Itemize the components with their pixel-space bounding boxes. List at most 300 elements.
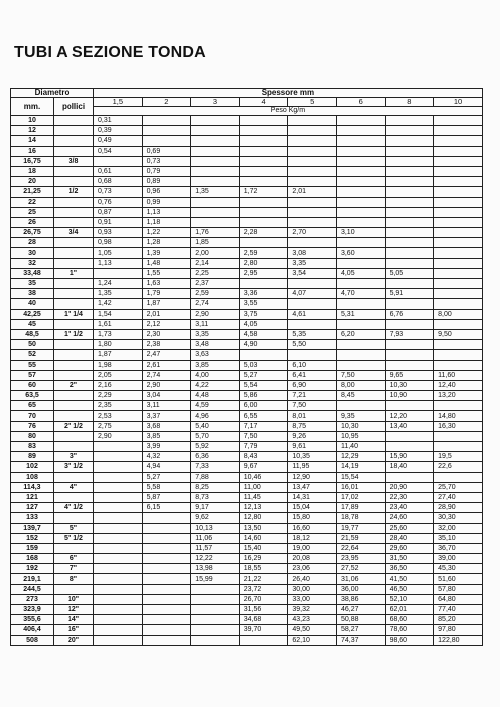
weight-cell: 11,06 — [191, 533, 240, 543]
weight-cell — [94, 482, 143, 492]
weight-cell — [434, 360, 483, 370]
table-row — [11, 635, 483, 645]
weight-cell — [434, 319, 483, 329]
weight-cell — [142, 523, 191, 533]
diameter-mm-cell: 25 — [11, 207, 54, 217]
weight-cell — [239, 279, 288, 289]
weight-cell: 3,75 — [239, 309, 288, 319]
weight-cell: 2,90 — [142, 380, 191, 390]
weight-cell: 43,23 — [288, 615, 337, 625]
weight-cell — [142, 635, 191, 645]
thickness-header: 4 — [239, 98, 288, 107]
table-row — [11, 380, 483, 390]
weight-cell: 13,98 — [191, 564, 240, 574]
weight-cell: 12,29 — [336, 452, 385, 462]
weight-cell — [288, 279, 337, 289]
weight-cell: 0,61 — [94, 166, 143, 176]
weight-cell: 8,73 — [191, 492, 240, 502]
weight-cell: 15,40 — [239, 543, 288, 553]
weight-cell: 16,60 — [288, 523, 337, 533]
page-title: TUBI A SEZIONE TONDA — [14, 44, 206, 61]
weight-cell — [191, 207, 240, 217]
weight-cell — [94, 615, 143, 625]
diameter-mm-cell: 38 — [11, 289, 54, 299]
weight-cell: 13,40 — [385, 421, 434, 431]
weight-cell: 64,80 — [434, 594, 483, 604]
diameter-inch-cell: 2" — [54, 380, 94, 390]
diameter-inch-cell — [54, 258, 94, 268]
peso-header: Peso Kg/m — [94, 107, 483, 116]
weight-cell — [434, 156, 483, 166]
diameter-inch-cell: 10" — [54, 594, 94, 604]
table-row — [11, 625, 483, 635]
weight-cell — [94, 594, 143, 604]
thickness-header: 10 — [434, 98, 483, 107]
weight-cell: 28,40 — [385, 533, 434, 543]
weight-cell — [385, 217, 434, 227]
weight-cell — [142, 554, 191, 564]
diameter-mm-cell: 89 — [11, 452, 54, 462]
weight-cell: 7,79 — [239, 442, 288, 452]
table-row — [11, 523, 483, 533]
weight-cell: 35,10 — [434, 533, 483, 543]
weight-cell: 6,20 — [336, 329, 385, 339]
diameter-inch-cell — [54, 299, 94, 309]
weight-cell: 4,05 — [239, 319, 288, 329]
weight-cell: 2,59 — [191, 289, 240, 299]
weight-cell: 16,01 — [336, 482, 385, 492]
weight-cell: 6,55 — [239, 411, 288, 421]
diameter-inch-cell — [54, 177, 94, 187]
weight-cell — [385, 472, 434, 482]
weight-cell — [434, 340, 483, 350]
table-row — [11, 452, 483, 462]
weight-cell — [191, 584, 240, 594]
weight-cell: 1,28 — [142, 238, 191, 248]
weight-cell: 34,68 — [239, 615, 288, 625]
weight-cell: 46,27 — [336, 605, 385, 615]
diameter-inch-cell — [54, 513, 94, 523]
weight-cell: 15,90 — [385, 452, 434, 462]
weight-cell: 27,52 — [336, 564, 385, 574]
weight-cell: 1,98 — [94, 360, 143, 370]
weight-cell: 18,12 — [288, 533, 337, 543]
weight-cell: 15,54 — [336, 472, 385, 482]
diameter-mm-cell: 114,3 — [11, 482, 54, 492]
weight-cell: 9,26 — [288, 431, 337, 441]
weight-cell: 30,30 — [434, 513, 483, 523]
weight-cell: 4,90 — [239, 340, 288, 350]
weight-cell: 5,92 — [191, 442, 240, 452]
weight-cell: 4,32 — [142, 452, 191, 462]
diameter-mm-cell: 139,7 — [11, 523, 54, 533]
weight-cell: 0,93 — [94, 228, 143, 238]
weight-cell: 31,50 — [385, 554, 434, 564]
table-row — [11, 472, 483, 482]
table-row — [11, 268, 483, 278]
diameter-mm-cell: 168 — [11, 554, 54, 564]
weight-cell: 9,50 — [434, 329, 483, 339]
weight-cell — [94, 492, 143, 502]
weight-cell: 0,79 — [142, 166, 191, 176]
weight-cell — [94, 513, 143, 523]
weight-cell: 11,00 — [239, 482, 288, 492]
diameter-mm-cell: 102 — [11, 462, 54, 472]
weight-cell — [142, 625, 191, 635]
weight-cell — [336, 217, 385, 227]
diameter-mm-cell: 80 — [11, 431, 54, 441]
weight-cell: 6,76 — [385, 309, 434, 319]
diameter-inch-cell — [54, 217, 94, 227]
weight-cell — [434, 442, 483, 452]
weight-cell: 39,00 — [434, 554, 483, 564]
weight-cell: 62,01 — [385, 605, 434, 615]
weight-cell: 3,36 — [239, 289, 288, 299]
table-row — [11, 421, 483, 431]
diameter-inch-cell: 5" — [54, 523, 94, 533]
diameter-inch-cell — [54, 116, 94, 126]
weight-cell — [434, 472, 483, 482]
weight-cell: 2,01 — [288, 187, 337, 197]
weight-cell — [385, 360, 434, 370]
weight-cell: 2,29 — [94, 391, 143, 401]
weight-cell: 2,53 — [94, 411, 143, 421]
weight-cell: 3,35 — [288, 258, 337, 268]
weight-cell — [142, 564, 191, 574]
weight-cell: 8,45 — [336, 391, 385, 401]
weight-cell — [385, 116, 434, 126]
weight-cell — [434, 289, 483, 299]
diameter-inch-cell — [54, 401, 94, 411]
weight-cell: 5,03 — [239, 360, 288, 370]
weight-cell: 6,41 — [288, 370, 337, 380]
diameter-inch-cell: 3/8 — [54, 156, 94, 166]
weight-cell: 17,89 — [336, 503, 385, 513]
weight-cell: 4,00 — [191, 370, 240, 380]
weight-cell: 2,16 — [94, 380, 143, 390]
table-row — [11, 329, 483, 339]
diameter-mm-cell: 16,75 — [11, 156, 54, 166]
weight-cell — [385, 299, 434, 309]
weight-cell: 3,63 — [191, 350, 240, 360]
weight-cell: 14,60 — [239, 533, 288, 543]
diameter-mm-cell: 26,75 — [11, 228, 54, 238]
weight-cell: 26,40 — [288, 574, 337, 584]
diameter-mm-cell: 35 — [11, 279, 54, 289]
weight-cell: 4,59 — [191, 401, 240, 411]
weight-cell: 16,29 — [239, 554, 288, 564]
weight-cell: 5,58 — [142, 482, 191, 492]
diameter-mm-cell: 127 — [11, 503, 54, 513]
weight-cell: 8,43 — [239, 452, 288, 462]
weight-cell — [191, 166, 240, 176]
weight-cell — [385, 126, 434, 136]
weight-cell — [385, 431, 434, 441]
weight-cell: 1,42 — [94, 299, 143, 309]
weight-cell: 2,95 — [239, 268, 288, 278]
diameter-mm-cell: 10 — [11, 116, 54, 126]
weight-cell — [385, 187, 434, 197]
weight-cell — [191, 126, 240, 136]
diameter-mm-cell: 33,48 — [11, 268, 54, 278]
weight-cell — [191, 635, 240, 645]
weight-cell — [434, 197, 483, 207]
table-row — [11, 156, 483, 166]
weight-cell — [239, 136, 288, 146]
weight-cell: 1,72 — [239, 187, 288, 197]
table-row — [11, 615, 483, 625]
table-row — [11, 217, 483, 227]
weight-cell: 39,70 — [239, 625, 288, 635]
weight-cell — [385, 258, 434, 268]
weight-cell: 4,58 — [239, 329, 288, 339]
weight-cell: 46,50 — [385, 584, 434, 594]
weight-cell: 62,10 — [288, 635, 337, 645]
weight-cell: 7,88 — [191, 472, 240, 482]
weight-cell: 0,39 — [94, 126, 143, 136]
weight-cell: 9,65 — [385, 370, 434, 380]
weight-cell: 22,30 — [385, 492, 434, 502]
diameter-mm-cell: 273 — [11, 594, 54, 604]
weight-cell — [434, 116, 483, 126]
thickness-header: 5 — [288, 98, 337, 107]
diameter-inch-cell — [54, 136, 94, 146]
diameter-inch-cell: 5" 1/2 — [54, 533, 94, 543]
weight-cell: 4,70 — [336, 289, 385, 299]
weight-cell — [385, 166, 434, 176]
diameter-inch-cell — [54, 442, 94, 452]
weight-cell: 10,30 — [336, 421, 385, 431]
diameter-mm-cell: 50 — [11, 340, 54, 350]
mm-header: mm. — [11, 98, 54, 116]
weight-cell: 10,13 — [191, 523, 240, 533]
weight-cell: 51,60 — [434, 574, 483, 584]
weight-cell — [336, 177, 385, 187]
diameter-inch-cell — [54, 370, 94, 380]
weight-cell — [288, 156, 337, 166]
weight-cell — [385, 146, 434, 156]
weight-cell: 0,98 — [94, 238, 143, 248]
weight-cell: 12,80 — [239, 513, 288, 523]
weight-cell — [94, 625, 143, 635]
weight-cell — [434, 350, 483, 360]
weight-cell — [239, 238, 288, 248]
weight-cell: 7,21 — [288, 391, 337, 401]
weight-cell — [434, 177, 483, 187]
weight-cell: 28,90 — [434, 503, 483, 513]
weight-cell: 2,01 — [142, 309, 191, 319]
weight-cell — [94, 574, 143, 584]
weight-cell — [288, 238, 337, 248]
weight-cell: 3,99 — [142, 442, 191, 452]
weight-cell — [94, 635, 143, 645]
weight-cell — [191, 615, 240, 625]
weight-cell — [94, 605, 143, 615]
weight-cell: 58,27 — [336, 625, 385, 635]
diameter-inch-cell: 4" — [54, 482, 94, 492]
thickness-header: 1,5 — [94, 98, 143, 107]
diameter-mm-cell: 21,25 — [11, 187, 54, 197]
weight-cell: 2,30 — [142, 329, 191, 339]
diameter-inch-cell: 1" 1/4 — [54, 309, 94, 319]
weight-cell: 23,95 — [336, 554, 385, 564]
diameter-inch-cell: 1" — [54, 268, 94, 278]
diameter-mm-cell: 40 — [11, 299, 54, 309]
diameter-mm-cell: 52 — [11, 350, 54, 360]
weight-cell: 5,54 — [239, 380, 288, 390]
weight-cell: 5,05 — [385, 268, 434, 278]
weight-cell: 10,46 — [239, 472, 288, 482]
weight-cell: 5,91 — [385, 289, 434, 299]
weight-cell — [434, 187, 483, 197]
weight-cell — [336, 401, 385, 411]
weight-cell: 2,37 — [191, 279, 240, 289]
weight-cell — [336, 187, 385, 197]
weight-cell: 4,22 — [191, 380, 240, 390]
weight-cell: 2,35 — [94, 401, 143, 411]
diameter-mm-cell: 16 — [11, 146, 54, 156]
diameter-inch-cell: 3" 1/2 — [54, 462, 94, 472]
diameter-inch-cell — [54, 360, 94, 370]
weight-cell — [288, 197, 337, 207]
weight-cell — [239, 166, 288, 176]
weight-cell — [434, 146, 483, 156]
weight-cell: 16,30 — [434, 421, 483, 431]
diameter-mm-cell: 55 — [11, 360, 54, 370]
thickness-header: 2 — [142, 98, 191, 107]
weight-cell: 23,40 — [385, 503, 434, 513]
table-row — [11, 350, 483, 360]
thickness-header: 8 — [385, 98, 434, 107]
diameter-inch-cell — [54, 584, 94, 594]
table-row — [11, 411, 483, 421]
weight-cell — [288, 136, 337, 146]
weight-cell — [191, 197, 240, 207]
weight-cell — [142, 126, 191, 136]
weight-cell: 0,31 — [94, 116, 143, 126]
weight-cell: 36,00 — [336, 584, 385, 594]
weight-cell: 74,37 — [336, 635, 385, 645]
weight-cell — [239, 635, 288, 645]
pollici-header: pollici — [54, 98, 94, 116]
diameter-mm-cell: 65 — [11, 401, 54, 411]
diameter-inch-cell — [54, 207, 94, 217]
weight-cell — [336, 136, 385, 146]
weight-cell: 11,60 — [434, 370, 483, 380]
table-row — [11, 543, 483, 553]
table-row — [11, 319, 483, 329]
table-row — [11, 340, 483, 350]
weight-cell: 1,87 — [142, 299, 191, 309]
weight-cell: 68,60 — [385, 615, 434, 625]
weight-cell: 26,70 — [239, 594, 288, 604]
weight-cell: 5,70 — [191, 431, 240, 441]
weight-cell — [239, 156, 288, 166]
weight-cell: 1,73 — [94, 329, 143, 339]
diameter-mm-cell: 406,4 — [11, 625, 54, 635]
weight-cell — [239, 217, 288, 227]
diameter-inch-cell: 7" — [54, 564, 94, 574]
weight-cell: 1,35 — [94, 289, 143, 299]
weight-cell — [434, 431, 483, 441]
diameter-inch-cell: 1" 1/2 — [54, 329, 94, 339]
weight-cell: 19,5 — [434, 452, 483, 462]
weight-cell — [385, 156, 434, 166]
weight-cell: 1,35 — [191, 187, 240, 197]
weight-cell: 97,80 — [434, 625, 483, 635]
weight-cell: 41,50 — [385, 574, 434, 584]
table-row — [11, 299, 483, 309]
diameter-mm-cell: 26 — [11, 217, 54, 227]
diameter-inch-cell — [54, 350, 94, 360]
weight-cell: 19,77 — [336, 523, 385, 533]
diameter-inch-cell — [54, 197, 94, 207]
weight-cell: 21,59 — [336, 533, 385, 543]
weight-cell: 2,90 — [191, 309, 240, 319]
weight-cell: 13,47 — [288, 482, 337, 492]
weight-cell — [94, 584, 143, 594]
diameter-inch-cell — [54, 279, 94, 289]
diameter-mm-cell: 12 — [11, 126, 54, 136]
weight-cell: 3,08 — [288, 248, 337, 258]
diameter-mm-cell: 219,1 — [11, 574, 54, 584]
weight-cell — [288, 299, 337, 309]
weight-cell — [385, 197, 434, 207]
table-row — [11, 574, 483, 584]
weight-cell: 5,50 — [288, 340, 337, 350]
weight-cell — [142, 533, 191, 543]
weight-cell: 1,13 — [94, 258, 143, 268]
diameter-mm-cell: 133 — [11, 513, 54, 523]
weight-cell: 9,62 — [191, 513, 240, 523]
weight-cell: 1,63 — [142, 279, 191, 289]
weight-cell — [94, 503, 143, 513]
table-row — [11, 126, 483, 136]
weight-cell — [94, 543, 143, 553]
weight-cell — [191, 217, 240, 227]
weight-cell: 10,30 — [385, 380, 434, 390]
table-row — [11, 401, 483, 411]
weight-cell — [385, 319, 434, 329]
weight-cell — [191, 156, 240, 166]
weight-cell: 31,06 — [336, 574, 385, 584]
weight-cell: 45,30 — [434, 564, 483, 574]
weight-cell: 9,35 — [336, 411, 385, 421]
spessore-header: Spessore mm — [94, 89, 483, 98]
table-row — [11, 228, 483, 238]
weight-cell — [434, 136, 483, 146]
weight-cell: 24,60 — [385, 513, 434, 523]
weight-cell: 1,48 — [142, 258, 191, 268]
weight-cell: 1,39 — [142, 248, 191, 258]
weight-cell: 14,31 — [288, 492, 337, 502]
diameter-mm-cell: 18 — [11, 166, 54, 176]
weight-cell — [239, 350, 288, 360]
weight-cell — [336, 116, 385, 126]
weight-cell: 5,27 — [239, 370, 288, 380]
diametro-header: Diametro — [11, 89, 94, 98]
weight-cell — [385, 350, 434, 360]
weight-cell — [336, 258, 385, 268]
weight-cell: 3,35 — [191, 329, 240, 339]
weight-cell: 7,93 — [385, 329, 434, 339]
table-row — [11, 533, 483, 543]
weight-cell: 0,99 — [142, 197, 191, 207]
weight-cell — [142, 136, 191, 146]
weight-cell: 2,47 — [142, 350, 191, 360]
table-row — [11, 360, 483, 370]
weight-cell — [434, 238, 483, 248]
